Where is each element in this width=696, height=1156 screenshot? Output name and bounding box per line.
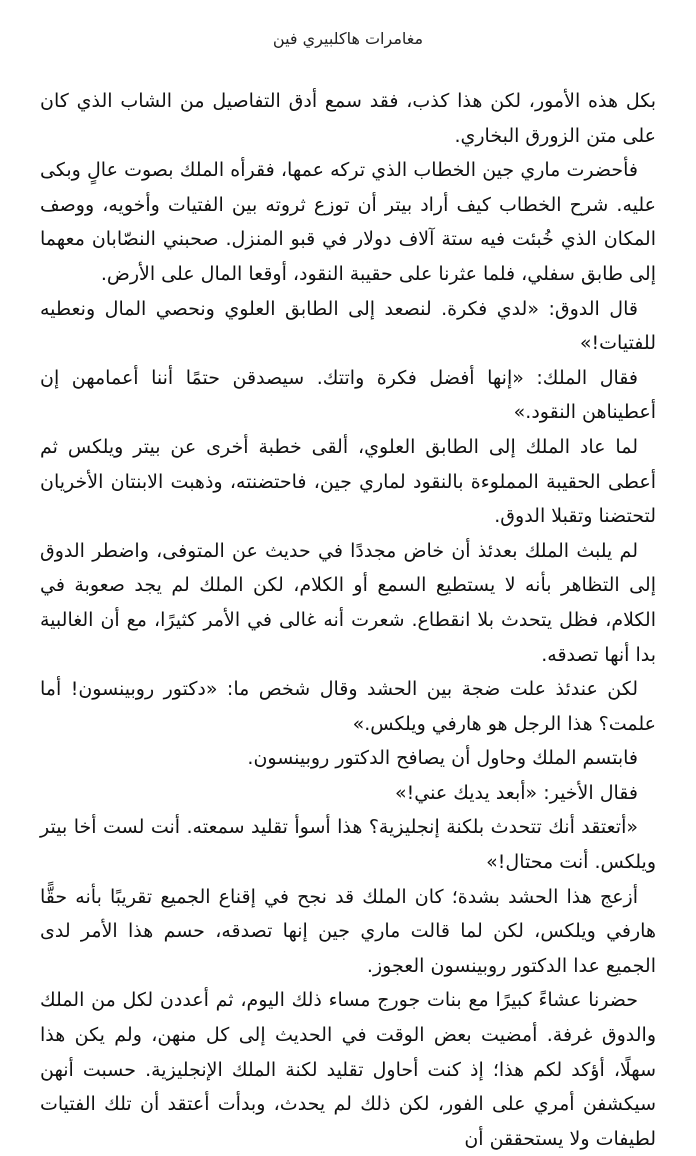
paragraph-handshake: فابتسم الملك وحاول أن يصافح الدكتور روبينسون. [247, 747, 638, 770]
paragraph-deceased-talk: لم يلبث الملك بعدئذ أن خاض مجددًا في حديث عن المتوفى، واضطر الدوق إلى التظاهر بأنه لا يستطيع السمع أو الكلام، لكن الملك لم يجد صعوبة في الكلام، فظل يتحدث بلا انقطاع. شعرت أنه غالى في الأمر كثيرًا، مع أن الغالبية بدا أنها تصدقه. [40, 539, 656, 666]
paragraph-doctor-accusation: «أتعتقد أنك تتحدث بلكنة إنجليزية؟ هذا أسوأ تقليد سمعته. أنت لست أخا بيتر ويلكس. أنت محتال!» [40, 816, 656, 874]
paragraph-doctor-reply: فقال الأخير: «أبعد يديك عني!» [395, 781, 638, 804]
running-header: مغامرات هاكلبيري فين [272, 29, 424, 48]
paragraph-king-speech: لما عاد الملك إلى الطابق العلوي، ألقى خطبة أخرى عن بيتر ويلكس ثم أعطى الحقيبة المملوءة بالنقود لماري جين، فاحتضنته، وذهبت الابنتان الأخريان لتحتضنا وتقبلا الدوق. [40, 435, 656, 528]
paragraph-crowd-upset: أزعج هذا الحشد بشدة؛ كان الملك قد نجح في إقناع الجميع تقريبًا بأنه حقًّا هارفي ويلكس، لكن لما قالت ماري جين إنها تصدقه، حسم هذا الأمر لدى الجميع عدا الدكتور روبينسون العجوز. [40, 885, 656, 977]
paragraph-king-reply: فقال الملك: «إنها أفضل فكرة واتتك. سيصدقن حتمًا أننا أعمامهن إن أعطيناهن النقود.» [40, 366, 656, 424]
paragraph-letter: فأحضرت ماري جين الخطاب الذي تركه عمها، فقرأه الملك بصوت عالٍ وبكى عليه. شرح الخطاب كيف أراد بيتر أن توزع ثروته بين الفتيات وأخويه، ووصف المكان الذي خُبئت فيه ستة آلاف دولار في قبو المنزل. صحبني النصّابان معهما إلى طابق سفلي، فلما عثرنا على حقيبة النقود، أوقعا المال على الأرض. [40, 159, 656, 285]
paragraph-continuation: بكل هذه الأمور، لكن هذا كذب، فقد سمع أدق التفاصيل من الشاب الذي كان على متن الزورق البخاري. [40, 90, 656, 147]
page-body [40, 84, 656, 1156]
paragraph-crowd-noise: لكن عندئذ علت ضجة بين الحشد وقال شخص ما: «دكتور روبينسون! أما علمت؟ هذا الرجل هو هارفي ويلكس.» [40, 678, 656, 735]
paragraph-duke-idea: قال الدوق: «لدي فكرة. لنصعد إلى الطابق العلوي ونحصي المال ونعطيه للفتيات!» [40, 297, 656, 355]
paragraph-dinner: حضرنا عشاءً كبيرًا مع بنات جورج مساء ذلك اليوم، ثم أعددن لكل من الملك والدوق غرفة. أمضيت بعض الوقت في الحديث إلى كل منهن، ولم يكن هذا سهلًا، أؤكد لكم هذا؛ إذ كنت أحاول تقليد لكنة الملك الإنجليزية. حسبت أنهن سيكشفن أمري على الفور، لكن ذلك لم يحدث، وبدأت أعتقد أن تلك الفتيات لطيفات ولا يستحققن أن [40, 989, 656, 1150]
